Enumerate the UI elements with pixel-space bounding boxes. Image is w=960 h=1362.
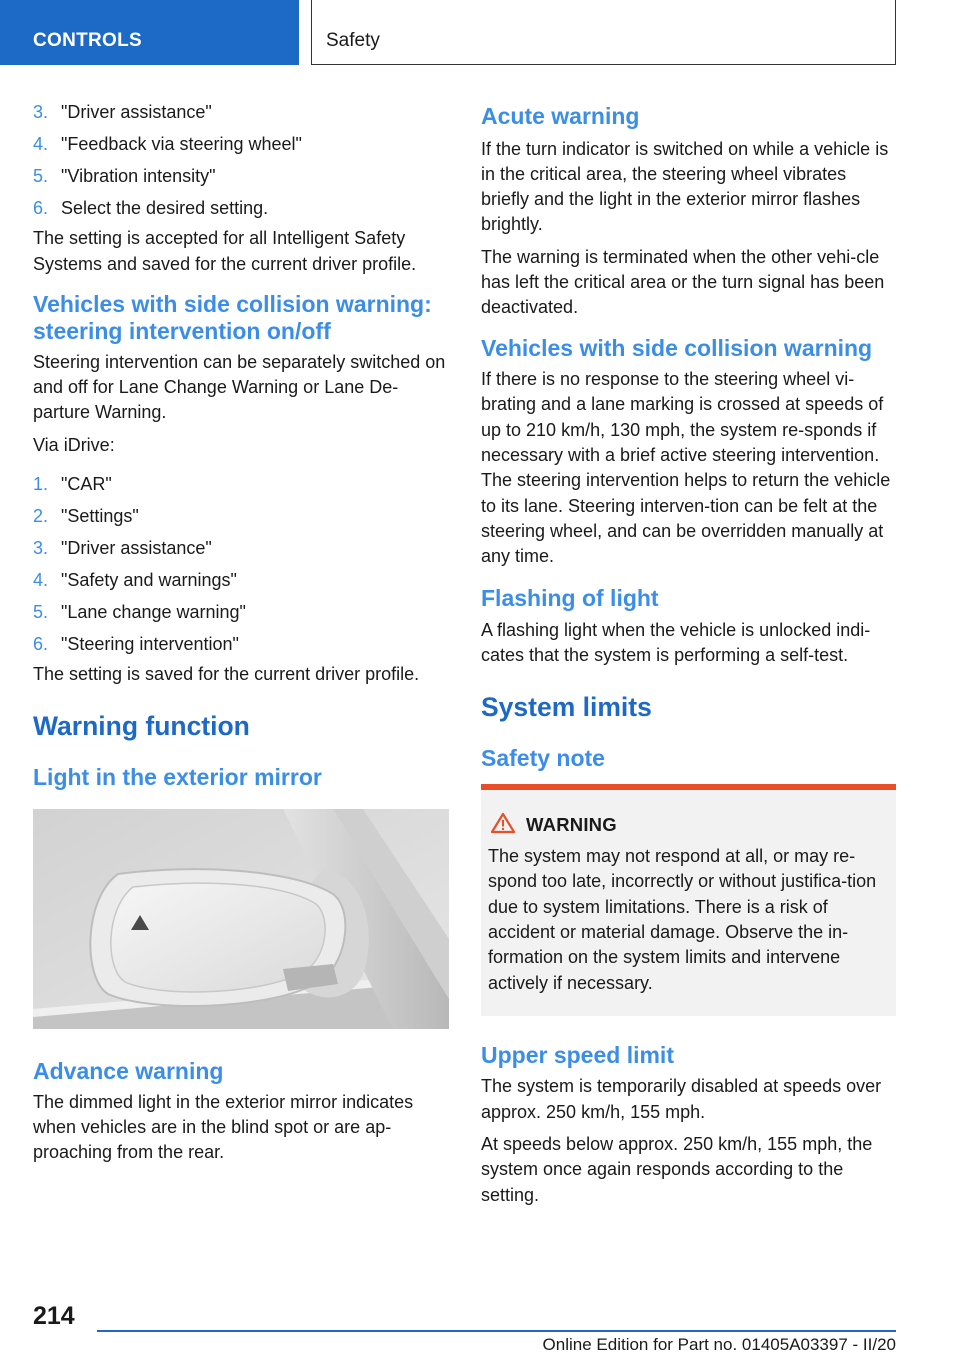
list-number: 5. [33, 165, 49, 186]
list-text: "Driver assistance" [61, 538, 212, 558]
list-item [33, 132, 449, 157]
list-item [33, 100, 449, 125]
list-number: 3. [33, 102, 49, 122]
exterior-mirror-image [33, 809, 449, 1029]
right-column [481, 103, 896, 1215]
list-item [33, 600, 449, 625]
list-item [33, 196, 449, 221]
heading-flashing-light: Flashing of light [481, 585, 659, 612]
list-text: "Safety and warnings" [61, 569, 237, 590]
list-item [33, 536, 449, 561]
footer-edition: Online Edition for Part no. 01405A03397 - II/20 [542, 1335, 896, 1354]
list-text: "CAR" [61, 474, 112, 495]
list-text: Select the desired setting. [61, 197, 269, 218]
warning-triangle-icon [490, 812, 516, 834]
list-text: "Vibration intensity" [61, 165, 216, 186]
paragraph-upper-speed-1: The system is temporarily disabled at speeds over approx. 250 km/h, 155 mph. [481, 1076, 882, 1122]
heading-warning-function: Warning function [33, 710, 250, 741]
heading-advance-warning: Advance warning [33, 1058, 224, 1085]
heading-line: steering intervention on/off [33, 318, 331, 345]
list-text: "Feedback via steering wheel" [61, 133, 302, 154]
list-number: 6. [33, 633, 49, 654]
heading-upper-speed-limit: Upper speed limit [481, 1041, 674, 1068]
heading-side-collision-steering [33, 291, 449, 346]
heading-light-exterior-mirror: Light in the exterior mirror [33, 763, 322, 790]
paragraph-upper-speed-2: At speeds below approx. 250 km/h, 155 mph, the system once again responds according to the setting. [481, 1133, 873, 1205]
heading-acute-warning: Acute warning [481, 103, 640, 129]
heading-line: Vehicles with side collision warning: [33, 290, 432, 317]
list-number: 4. [33, 569, 49, 590]
warning-label: WARNING [526, 814, 617, 836]
list-number: 2. [33, 506, 49, 527]
paragraph-steering-intervention: Steering intervention can be separately switched on and off for Lane Change Warning or Lane De-parture Warning. [33, 351, 446, 423]
warning-box [481, 784, 896, 1016]
header-title-box [311, 0, 896, 65]
paragraph-via-idrive: Via iDrive: [33, 434, 115, 455]
paragraph-setting-accepted: The setting is accepted for all Intelligent Safety Systems and saved for the current driver profile. [33, 228, 417, 274]
paragraph-side-collision: If there is no response to the steering wheel vi-brating and a lane marking is crossed at speeds of up to 210 km/h, 130 mph, the system re-sponds if necessary with a brief active steering intervention. The steering intervention helps to return the vehicle to its lane. Steering interven-tion can be felt at the steering wheel, and can be overridden manually at any time. [481, 369, 891, 567]
steps-list-feedback [33, 100, 449, 221]
warning-header [488, 812, 889, 838]
heading-system-limits: System limits [481, 691, 652, 722]
paragraph-setting-saved: The setting is saved for the current driver profile. [33, 664, 420, 685]
list-item [33, 472, 449, 497]
paragraph-flashing-light: A flashing light when the vehicle is unlocked indi-cates that the system is performing a self-test. [481, 619, 871, 666]
paragraph-acute-warning-1: If the turn indicator is switched on while a vehicle is in the critical area, the steering wheel vibrates briefly and the light in the exterior mirror flashes brightly. [481, 138, 889, 235]
list-item [33, 568, 449, 593]
list-text: "Steering intervention" [61, 633, 239, 654]
list-number: 3. [33, 538, 49, 558]
list-item [33, 164, 449, 189]
steps-list-idrive [33, 472, 449, 657]
list-item [33, 504, 449, 529]
list-number: 1. [33, 474, 49, 495]
exterior-mirror-illustration [33, 809, 449, 1029]
header-title: Safety [326, 30, 380, 51]
warning-text: The system may not respond at all, or may re-spond too late, incorrectly or without justifica-tion due to system limitations. There is a risk of accident or material damage. Observe the in-formation on the system limits and intervene actively if necessary. [488, 846, 877, 993]
heading-safety-note: Safety note [481, 744, 605, 771]
header-section-label: CONTROLS [33, 30, 143, 51]
list-number: 6. [33, 197, 49, 218]
left-column [33, 100, 449, 1172]
list-number: 4. [33, 133, 49, 154]
paragraph-acute-warning-2: The warning is terminated when the other vehi-cle has left the critical area or the turn signal has been deactivated. [481, 246, 885, 318]
list-text: "Lane change warning" [61, 601, 246, 622]
list-item [33, 632, 449, 657]
list-text: "Driver assistance" [61, 102, 212, 122]
list-number: 5. [33, 601, 49, 622]
header-section-tab [0, 0, 299, 65]
paragraph-advance-warning: The dimmed light in the exterior mirror indicates when vehicles are in the blind spot or are ap-proaching from the rear. [33, 1091, 414, 1163]
page-number: 214 [33, 1302, 75, 1330]
list-text: "Settings" [61, 506, 139, 527]
heading-side-collision: Vehicles with side collision warning [481, 334, 873, 361]
footer-divider [97, 1330, 896, 1332]
